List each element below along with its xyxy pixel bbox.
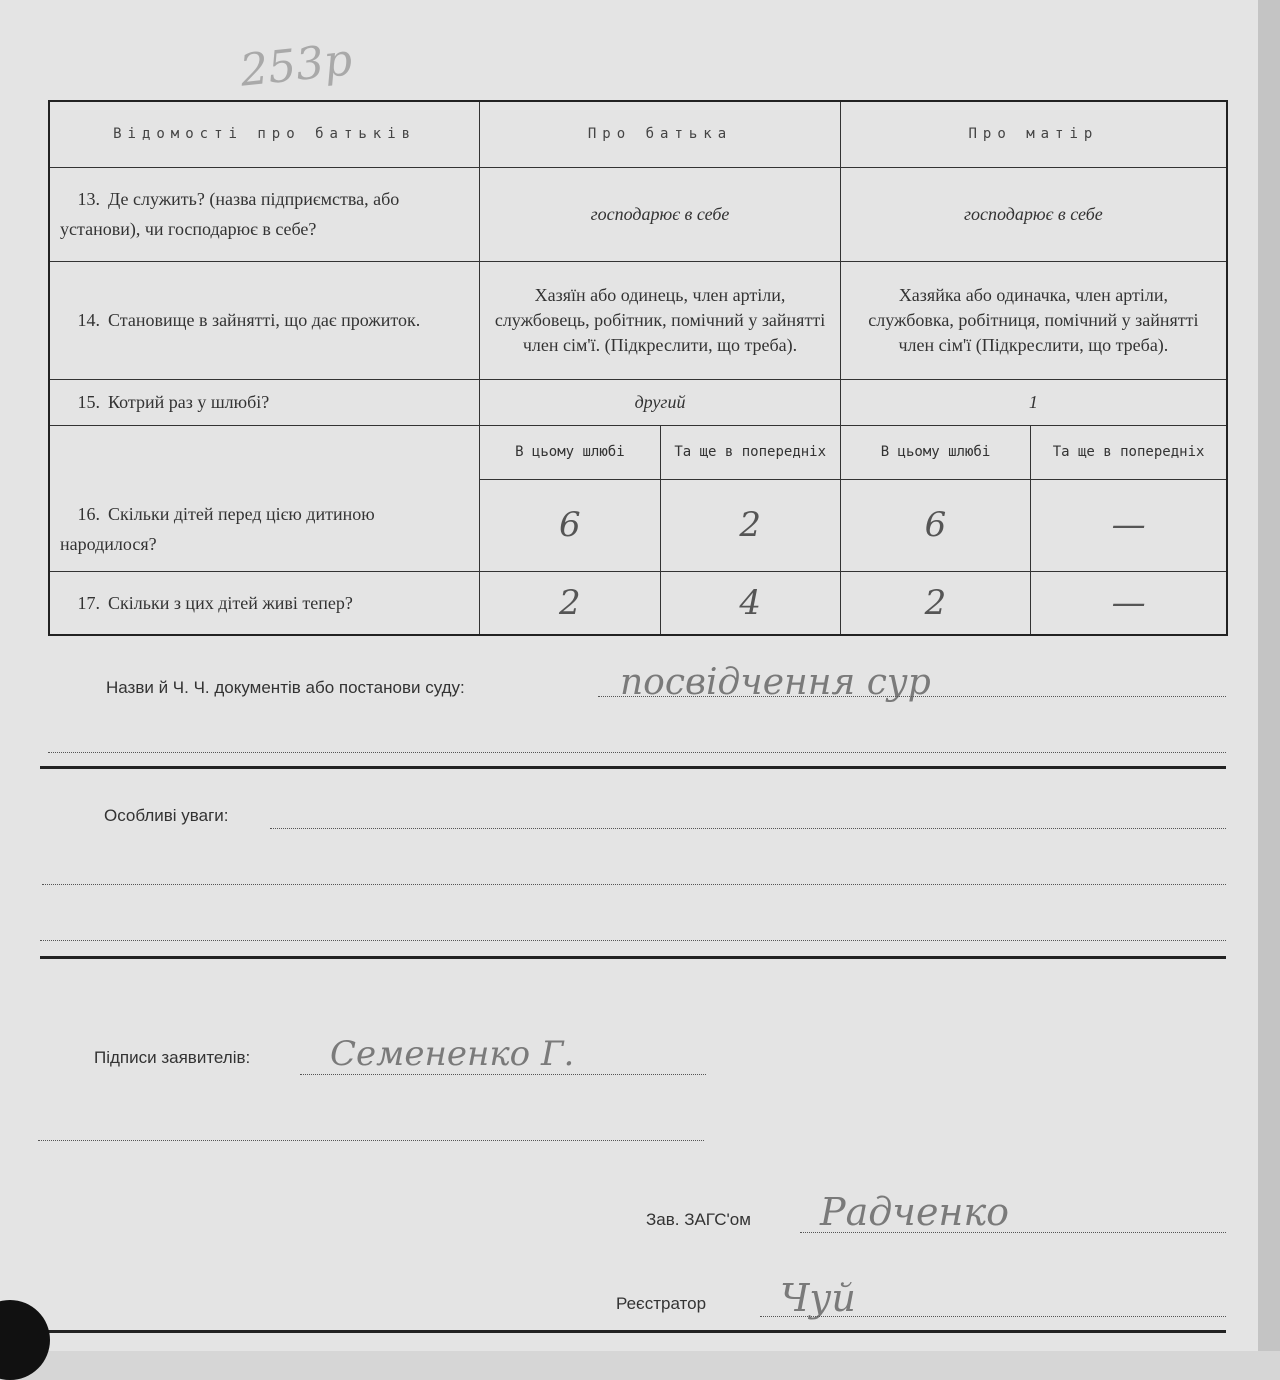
q14-father-options: Хазяїн або одинець, член артіли, службовець, робітник, помічний у зайнятті член сім'ї. (Підкреслити, що треба). xyxy=(480,261,841,379)
q15-father-answer: другий xyxy=(480,379,841,425)
q17-value: 2 xyxy=(840,571,1030,635)
q14-label: 14. Становище в зайнятті, що дає прожиток. xyxy=(49,261,480,379)
q13-label: 13. Де служить? (назва підприємства, або установи), чи господарює в себе? xyxy=(49,167,480,261)
notes-label: Особливі уваги: xyxy=(104,806,229,825)
registrar-label: Реєстратор xyxy=(616,1294,707,1313)
subheader-father-this-marriage: В цьому шлюбі xyxy=(480,425,660,479)
applicants-line-2 xyxy=(38,1140,704,1141)
q15-mother-answer: 1 xyxy=(840,379,1227,425)
q15-label: 15. Котрий раз у шлюбі? xyxy=(49,379,480,425)
q17-value: 2 xyxy=(480,571,660,635)
registrar-line xyxy=(760,1316,1226,1317)
documents-line xyxy=(598,696,1226,697)
documents-value: посвідчення сур xyxy=(620,662,931,703)
applicants-line xyxy=(300,1074,706,1075)
notes-line-3 xyxy=(40,940,1226,941)
archive-number: 253р xyxy=(237,34,355,97)
divider xyxy=(40,766,1226,769)
parents-info-table xyxy=(48,100,1228,636)
row-q17 xyxy=(49,571,1227,635)
notes-line xyxy=(270,828,1226,829)
bottom-divider xyxy=(40,1330,1226,1333)
q16-value: 6 xyxy=(480,479,660,571)
q16-label: 16. Скільки дітей перед цією дитиною народилося? xyxy=(49,425,480,571)
q13-father-answer: господарює в себе xyxy=(480,167,841,261)
header-parents-info: Відомості про батьків xyxy=(49,101,480,167)
subheader-father-previous: Та ще в попередніх xyxy=(660,425,840,479)
punch-hole xyxy=(0,1300,50,1380)
documents-line-2 xyxy=(48,752,1226,753)
q16-value: 2 xyxy=(660,479,840,571)
q14-mother-options: Хазяйка або одиначка, член артіли, службовка, робітниця, помічний у зайнятті член сім'ї (Підкреслити, що треба). xyxy=(840,261,1227,379)
row-q15 xyxy=(49,379,1227,425)
row-q13 xyxy=(49,167,1227,261)
applicants-signature: Семененко Г. xyxy=(330,1034,575,1074)
head-signature: Радченко xyxy=(820,1190,1010,1234)
head-label: Зав. ЗАГС'ом xyxy=(646,1210,751,1229)
q17-label: 17. Скільки з цих дітей живі тепер? xyxy=(49,571,480,635)
subheader-mother-this-marriage: В цьому шлюбі xyxy=(840,425,1030,479)
notes-line-2 xyxy=(42,884,1226,885)
applicants-label: Підписи заявителів: xyxy=(94,1048,251,1067)
row-subheaders xyxy=(49,425,1227,479)
q17-value: — xyxy=(1031,571,1227,635)
q16-value: 6 xyxy=(840,479,1030,571)
documents-label: Назви й Ч. Ч. документів або постанови суду: xyxy=(106,678,465,697)
row-q14 xyxy=(49,261,1227,379)
header-mother: Про матір xyxy=(840,101,1227,167)
q13-mother-answer: господарює в себе xyxy=(840,167,1227,261)
page-edge xyxy=(1258,0,1280,1351)
header-father: Про батька xyxy=(480,101,841,167)
q17-value: 4 xyxy=(660,571,840,635)
divider xyxy=(40,956,1226,959)
subheader-mother-previous: Та ще в попередніх xyxy=(1031,425,1227,479)
q16-value: — xyxy=(1031,479,1227,571)
registrar-signature: Чуй xyxy=(780,1276,856,1320)
table-header-row xyxy=(49,101,1227,167)
head-line xyxy=(800,1232,1226,1233)
